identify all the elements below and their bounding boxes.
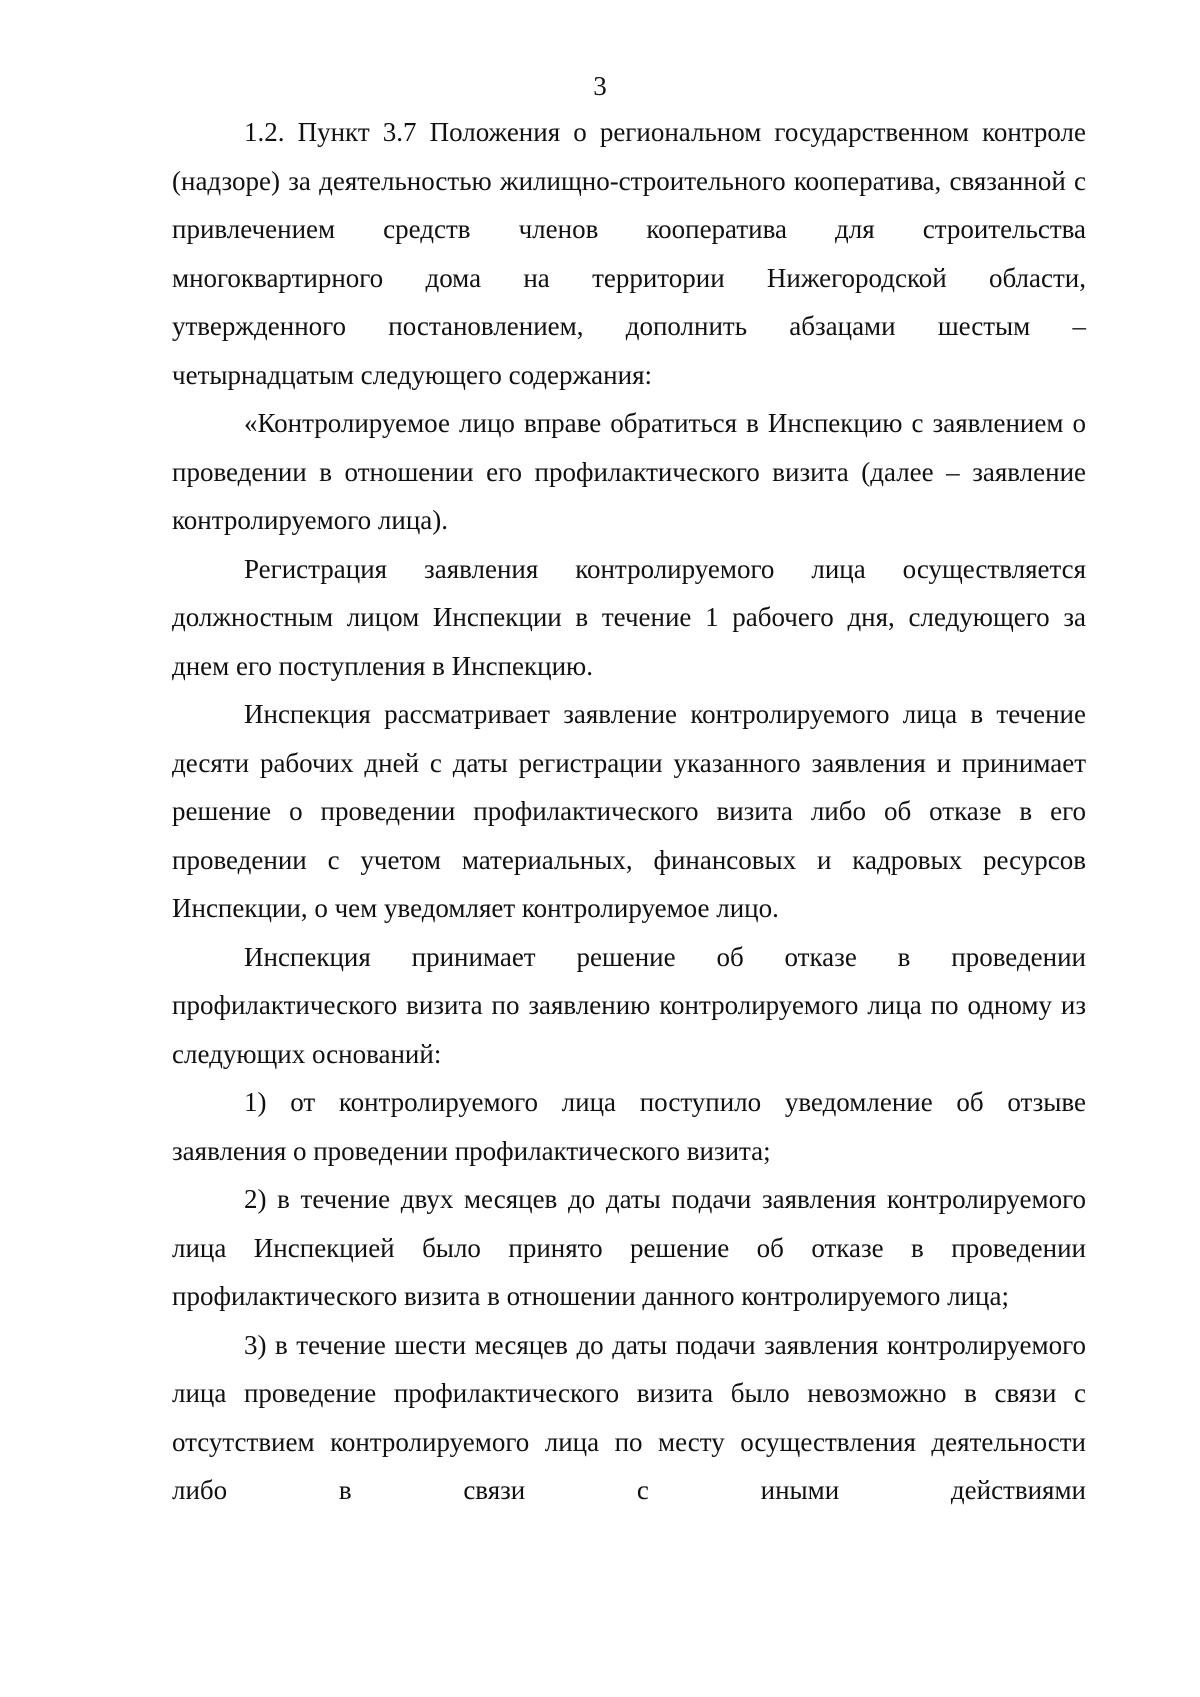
list-item-2: 2) в течение двух месяцев до даты подачи заявления контролируемого лица Инспекцией было принято решение об отказе в проведении профилактического визита в отношении данного контролируемого лица;	[172, 1184, 1086, 1311]
paragraph-1: 1.2. Пункт 3.7 Положения о региональном государственном контроле (надзоре) за деятельностью жилищно-строительного кооператива, связанной с привлечением средств членов кооператива для строительства многоквартирного дома на территории Нижегородской области, утвержденного постановлением, дополнить абзацами шестым – четырнадцатым следующего содержания:	[172, 117, 1086, 390]
paragraph-3: Регистрация заявления контролируемого лица осуществляется должностным лицом Инспекции в течение 1 рабочего дня, следующего за днем его поступления в Инспекцию.	[172, 553, 1086, 681]
document-body	[172, 108, 1086, 1515]
paragraph-5: Инспекция принимает решение об отказе в проведении профилактического визита по заявлению контролируемого лица по одному из следующих оснований:	[172, 941, 1086, 1069]
list-item-1: 1) от контролируемого лица поступило уведомление об отзыве заявления о проведении профилактического визита;	[172, 1087, 1086, 1166]
page-number: 3	[593, 71, 607, 101]
paragraph-4: Инспекция рассматривает заявление контролируемого лица в течение десяти рабочих дней с даты регистрации указанного заявления и принимает решение о проведении профилактического визита либо об отказе в его проведении с учетом материальных, финансовых и кадровых ресурсов Инспекции, о чем уведомляет контролируемое лицо.	[172, 699, 1086, 923]
paragraph-2: «Контролируемое лицо вправе обратиться в Инспекцию с заявлением о проведении в отношении его профилактического визита (далее – заявление контролируемого лица).	[172, 408, 1086, 535]
list-item-3: 3) в течение шести месяцев до даты подачи заявления контролируемого лица проведение профилактического визита было невозможно в связи с отсутствием контролируемого лица по месту осуществления деятельности либо в связи с иными действиями	[172, 1329, 1086, 1505]
